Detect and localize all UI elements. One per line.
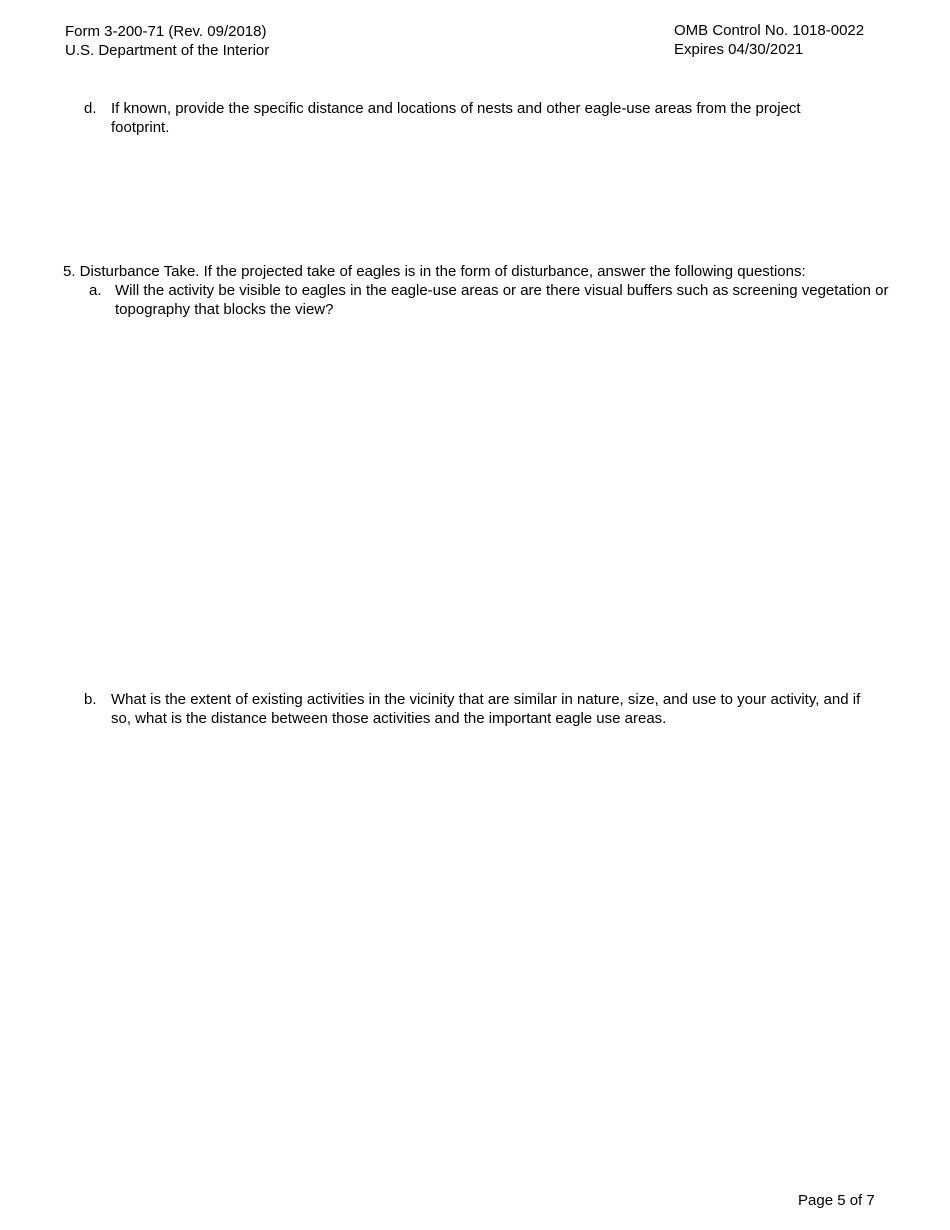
answer-field-5a[interactable] xyxy=(115,324,915,679)
question-5a xyxy=(89,281,929,321)
question-text: What is the extent of existing activities in the vicinity that are similar in nature, size, and use to your activity, and if so, what is the distance between those activities and the important eagle use areas. xyxy=(111,691,861,727)
form-header-right xyxy=(674,21,864,59)
question-letter: d. xyxy=(84,100,97,117)
question-5-heading: 5. Disturbance Take. If the projected take of eagles is in the form of disturbance, answer the following questions: xyxy=(63,263,806,280)
question-4d xyxy=(84,99,844,139)
question-5b xyxy=(84,690,884,730)
form-header-left xyxy=(65,22,269,60)
omb-control-number: OMB Control No. 1018-0022 xyxy=(674,22,865,39)
department-name: U.S. Department of the Interior xyxy=(65,42,270,59)
form-number: Form 3-200-71 (Rev. 09/2018) xyxy=(65,23,267,40)
answer-field-5b[interactable] xyxy=(111,732,881,1172)
question-text: Will the activity be visible to eagles in the eagle-use areas or are there visual buffers such as screening vegetation or topography that blocks the view? xyxy=(115,282,889,318)
answer-field-4d[interactable] xyxy=(111,142,871,252)
question-text: If known, provide the specific distance and locations of nests and other eagle-use areas from the project footprint. xyxy=(111,100,801,136)
expiration-date: Expires 04/30/2021 xyxy=(674,41,804,58)
question-letter: b. xyxy=(84,691,97,708)
question-letter: a. xyxy=(89,282,102,299)
page-number: Page 5 of 7 xyxy=(798,1192,875,1209)
